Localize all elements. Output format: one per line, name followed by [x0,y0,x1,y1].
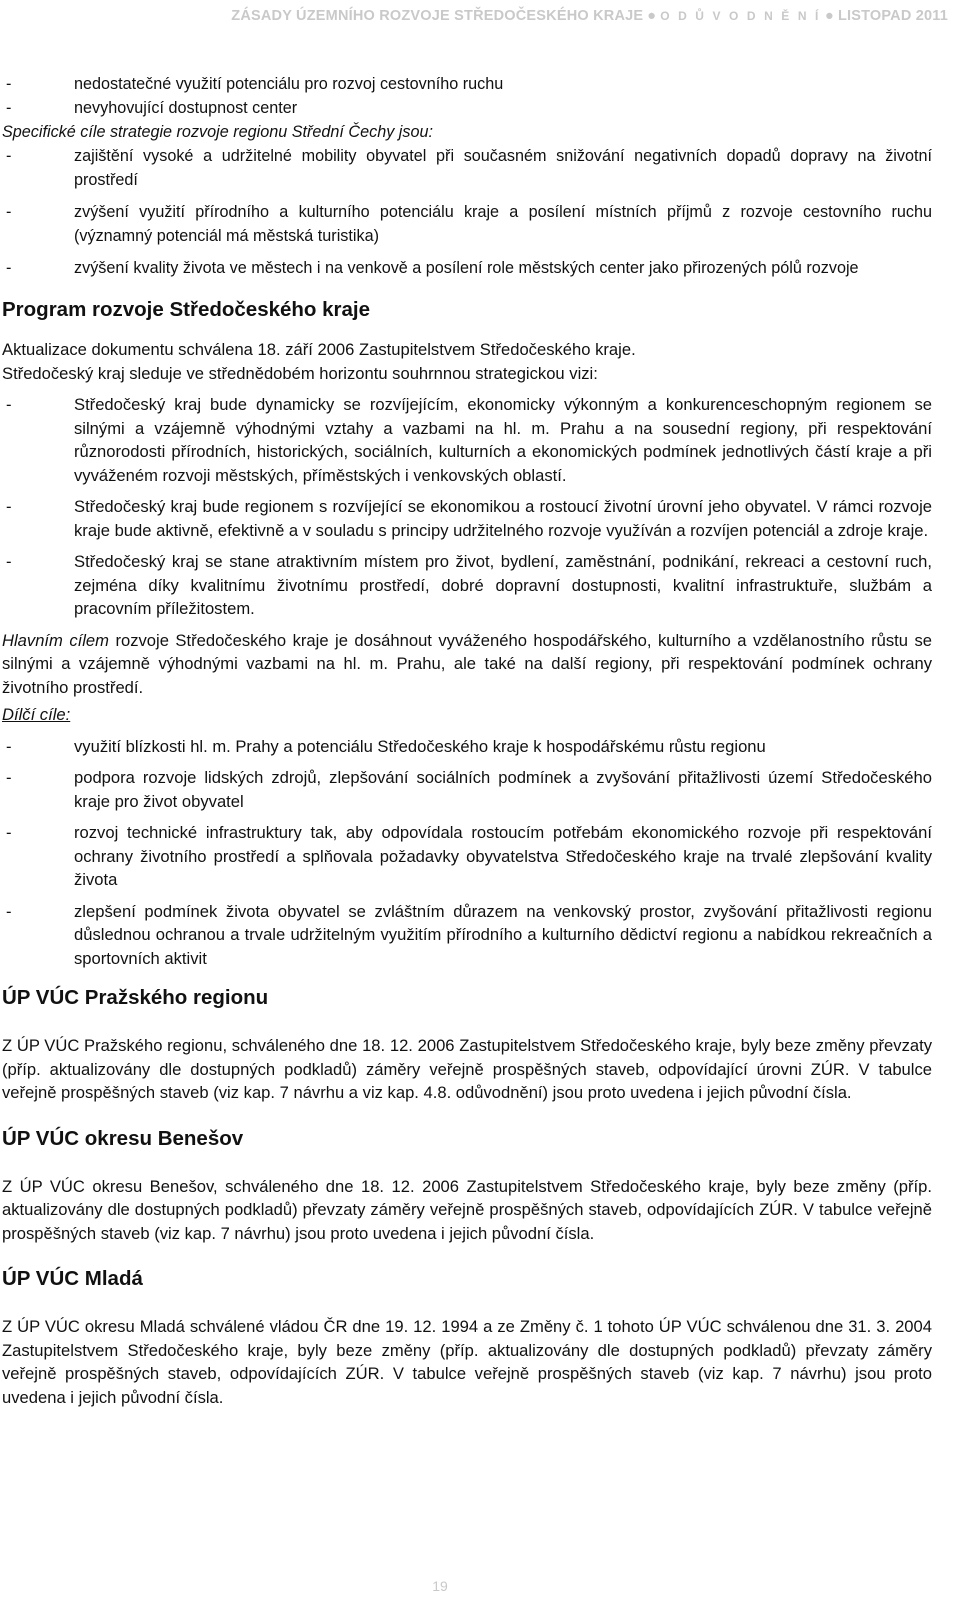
header-dot-icon: ● [824,8,834,24]
list-item: - zajištění vysoké a udržitelné mobility obyvatel při současném snižování negativních dopadů dopravy na životní prostředí [2,144,932,192]
list-item: - Středočeský kraj bude dynamicky se rozvíjejícím, ekonomicky výkonným a konkurenceschopným regionem se silnými a vzájemně výhodnými vztahy a vazbami na hl. m. Prahu a na sousední regiony, při respektování různorodosti přírodních, historických, sociálních, kulturních a ekonomických podmínek jednotlivých částí kraje a při vyváženém rozvoji městských, příměstských i venkovských oblastí. [2,393,932,487]
vision-list [2,393,932,621]
list-item: - nedostatečné využití potenciálu pro rozvoj cestovního ruchu [2,72,932,96]
partial-goals-list [2,735,932,971]
list-item: - zvýšení kvality života ve městech i na venkově a posílení role městských center jako přirozených pólů rozvoje [2,256,932,280]
header-section: O D Ů V O D N Ě N Í [660,9,821,23]
header-dot-icon: ● [647,8,657,24]
main-goal-label: Hlavním cílem [2,630,109,650]
program-update: Aktualizace dokumentu schválena 18. září 2006 Zastupitelstvem Středočeského kraje. [2,340,636,359]
header-title: ZÁSADY ÚZEMNÍHO ROZVOJE STŘEDOČESKÉHO KRAJE [231,8,644,24]
section-text-prague: Z ÚP VÚC Pražského regionu, schváleného dne 18. 12. 2006 Zastupitelstvem Středočeského kraje, byly beze změny převzaty (příp. aktualizovány dle dostupných podkladů) záměry veřejně prospěšných staveb, odpovídající úrovni ZÚR. V tabulce veřejně prospěšných staveb (viz kap. 7 návrhu a viz kap. 4.8. odůvodnění) jsou proto uvedena i jejich původní čísla. [2,1036,932,1102]
section-text-mlada: Z ÚP VÚC okresu Mladá schválené vládou ČR dne 19. 12. 1994 a ze Změny č. 1 tohoto ÚP VÚC schválenou dne 31. 3. 2004 Zastupitelstvem Středočeského kraje, byly beze změny (příp. aktualizovány dle dostupných podkladů) převzaty záměry veřejně prospěšných staveb, odpovídajících ZÚR. V tabulce veřejně prospěšných staveb (viz kap. 7 návrhu) jsou proto uvedena i jejich původní čísla. [2,1317,932,1407]
intro-list [2,72,932,120]
list-item: - Středočeský kraj bude regionem s rozvíjející se ekonomikou a rostoucí životní úrovní jeho obyvatel. V rámci rozvoje kraje bude aktivně, efektivně a v souladu s principy udržitelného rozvoje využíván a rozvíjen potenciál a zdroje kraje. [2,495,932,542]
program-heading: Program rozvoje Středočeského kraje [2,298,371,321]
section-heading-mlada: ÚP VÚC Mladá [2,1267,143,1290]
specific-goals-list [2,144,932,280]
page-header [0,2,960,30]
list-item: - nevyhovující dostupnost center [2,96,932,120]
specific-goals-heading: Specifické cíle strategie rozvoje regionu Střední Čechy jsou: [2,123,433,141]
list-item: - využití blízkosti hl. m. Prahy a potenciálu Středočeského kraje k hospodářskému růstu regionu [2,735,932,759]
partial-goals-label: Dílčí cíle: [2,705,71,724]
list-item: - zvýšení využití přírodního a kulturního potenciálu kraje a posílení místních příjmů z rozvoje cestovního ruchu (významný potenciál má městská turistika) [2,200,932,248]
main-goal-text: rozvoje Středočeského kraje je dosáhnout vyváženého hospodářského, kulturního a vzdělanostního růstu se silnými a vzájemně výhodnými vazbami na hl. m. Prahu, ale také na další regiony, při respektování podmínek ochrany životního prostředí. [2,630,932,697]
page-number: 19 [432,1578,448,1594]
section-heading-benesov: ÚP VÚC okresu Benešov [2,1126,244,1150]
list-item: - zlepšení podmínek života obyvatel se zvláštním důrazem na venkovský prostor, zvyšování přitažlivosti regionu důslednou ochranou a trvale udržitelným využitím přírodního a kulturního dědictví regionu a nabídkou rekreačních a sportovních aktivit [2,900,932,971]
header-date: LISTOPAD 2011 [837,8,948,24]
list-item: - rozvoj technické infrastruktury tak, aby odpovídala rostoucím potřebám ekonomického rozvoje při respektování ochrany životního prostředí a splňovala požadavky obyvatelstva Středočeského kraje na trvalé zlepšování kvality života [2,821,932,892]
document-body [2,72,932,1409]
program-vision-intro: Středočeský kraj sleduje ve střednědobém horizontu souhrnnou strategickou vizi: [2,363,598,383]
section-heading-prague: ÚP VÚC Pražského regionu [2,986,269,1009]
main-goal-paragraph [2,629,932,700]
section-text-benesov: Z ÚP VÚC okresu Benešov, schváleného dne 18. 12. 2006 Zastupitelstvem Středočeského kraje, byly beze změny (příp. aktualizovány dle dostupných podkladů) převzaty záměry veřejně prospěšných staveb, odpovídajících ZÚR. V tabulce veřejně prospěšných staveb (viz kap. 7 návrhu) jsou proto uvedena i jejich původní čísla. [2,1176,932,1243]
list-item: - podpora rozvoje lidských zdrojů, zlepšování sociálních podmínek a zvyšování přitažlivosti území Středočeského kraje pro život obyvatel [2,766,932,813]
list-item: - Středočeský kraj se stane atraktivním místem pro život, bydlení, zaměstnání, podnikání, rekreaci a cestovní ruch, zejména díky kvalitnímu životnímu prostředí, dobré dopravní dostupnosti, kvalitní infrastruktuře, službám a pracovním příležitostem. [2,550,932,621]
